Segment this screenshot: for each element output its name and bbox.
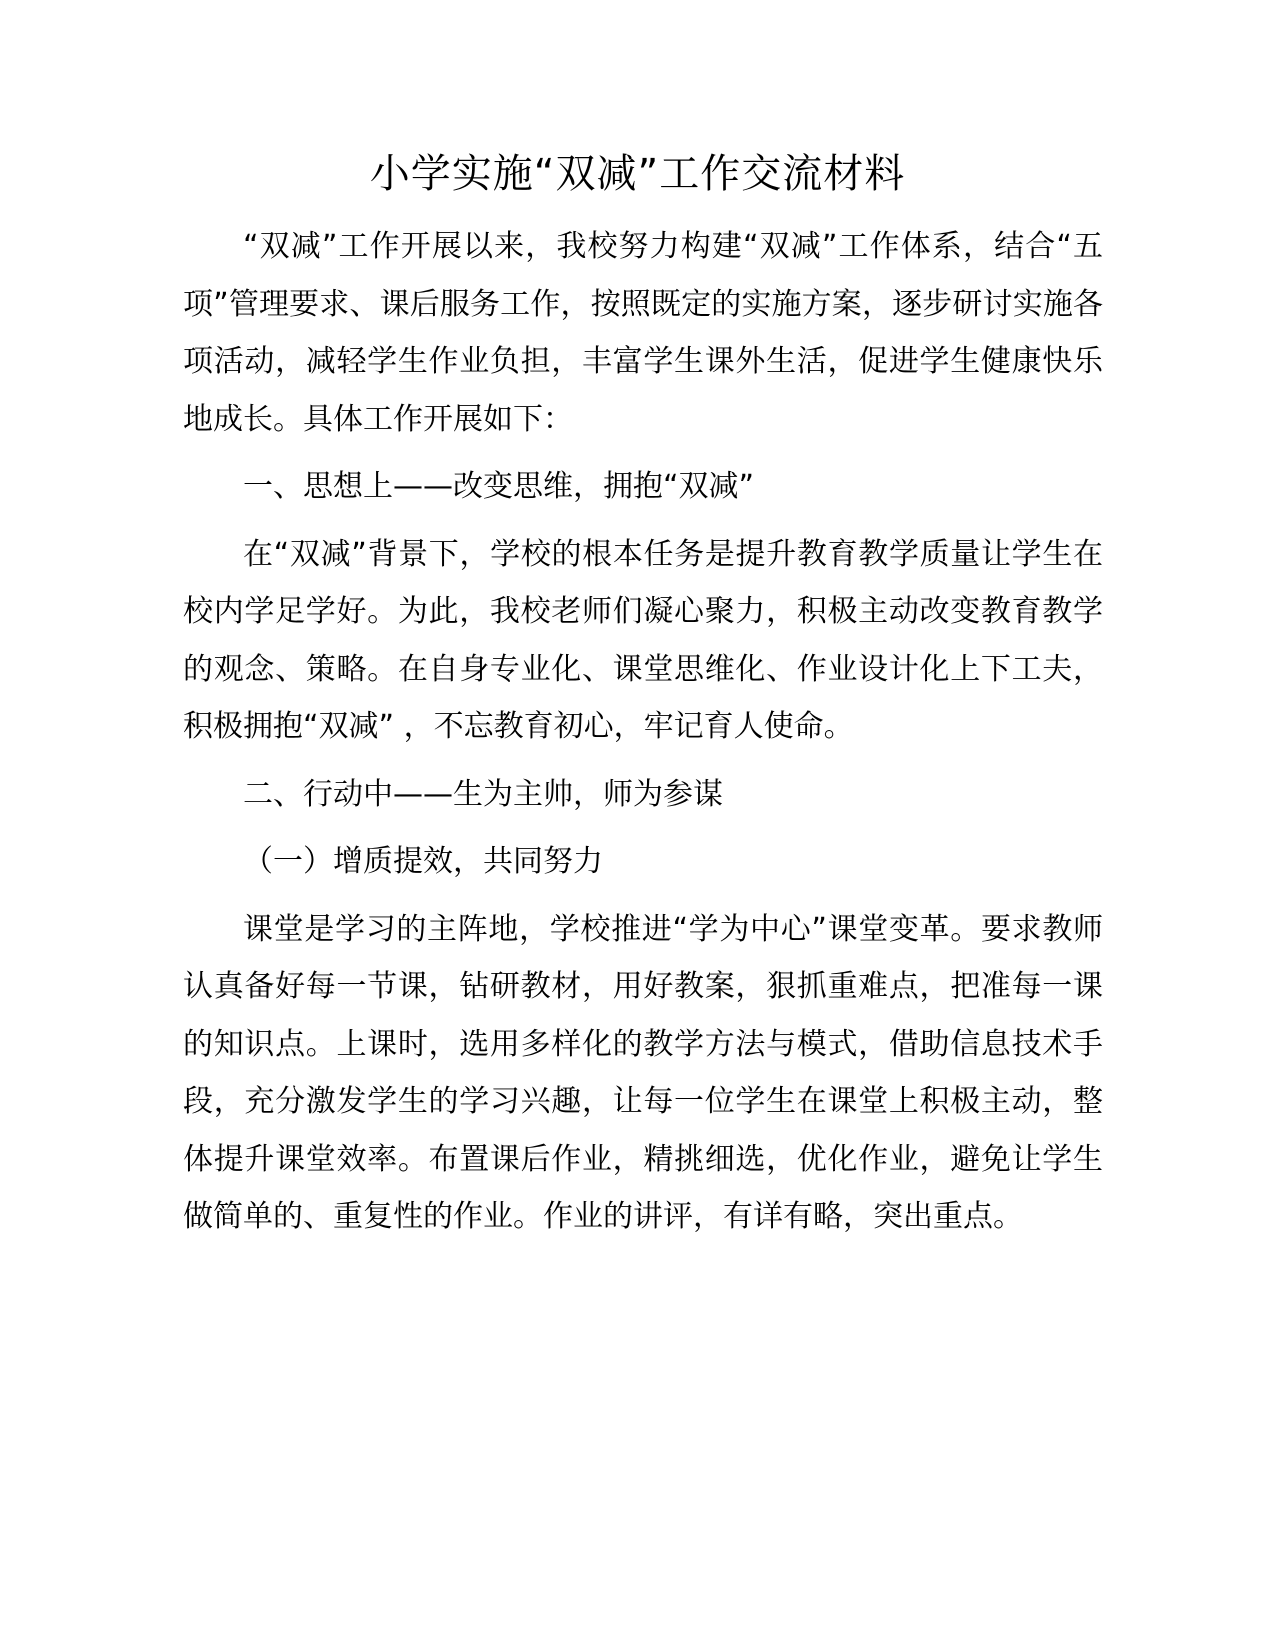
section-1-paragraph: 在“双减”背景下，学校的根本任务是提升教育教学质量让学生在校内学足学好。为此，我校老师们凝心聚力，积极主动改变教育教学的观念、策略。在自身专业化、课堂思维化、作业设计化上下工夫，积极拥抱“双减” ，不忘教育初心，牢记育人使命。	[183, 536, 1103, 744]
section-heading-2: 二、行动中——生为主帅，师为参谋	[243, 776, 723, 812]
subsection-2-1-paragraph: 课堂是学习的主阵地，学校推进“学为中心”课堂变革。要求教师认真备好每一节课，钻研教材，用好教案，狠抓重难点，把准每一课的知识点。上课时，选用多样化的教学方法与模式，借助信息技术手段，充分激发学生的学习兴趣，让每一位学生在课堂上积极主动，整体提升课堂效率。布置课后作业，精挑细选，优化作业，避免让学生做简单的、重复性的作业。作业的讲评，有详有略，突出重点。	[183, 911, 1103, 1234]
section-heading-1: 一、思想上——改变思维，拥抱“双减”	[243, 469, 755, 504]
document-body	[183, 218, 1103, 1246]
subsection-heading-2-1: （一）增质提效，共同努力	[243, 844, 603, 879]
document-title: 小学实施“双减”工作交流材料	[369, 151, 906, 197]
intro-paragraph: “双减”工作开展以来，我校努力构建“双减”工作体系，结合“五项”管理要求、课后服务工作，按照既定的实施方案，逐步研讨实施各项活动，减轻学生作业负担，丰富学生课外生活，促进学生健康快乐地成长。具体工作开展如下：	[183, 229, 1103, 437]
